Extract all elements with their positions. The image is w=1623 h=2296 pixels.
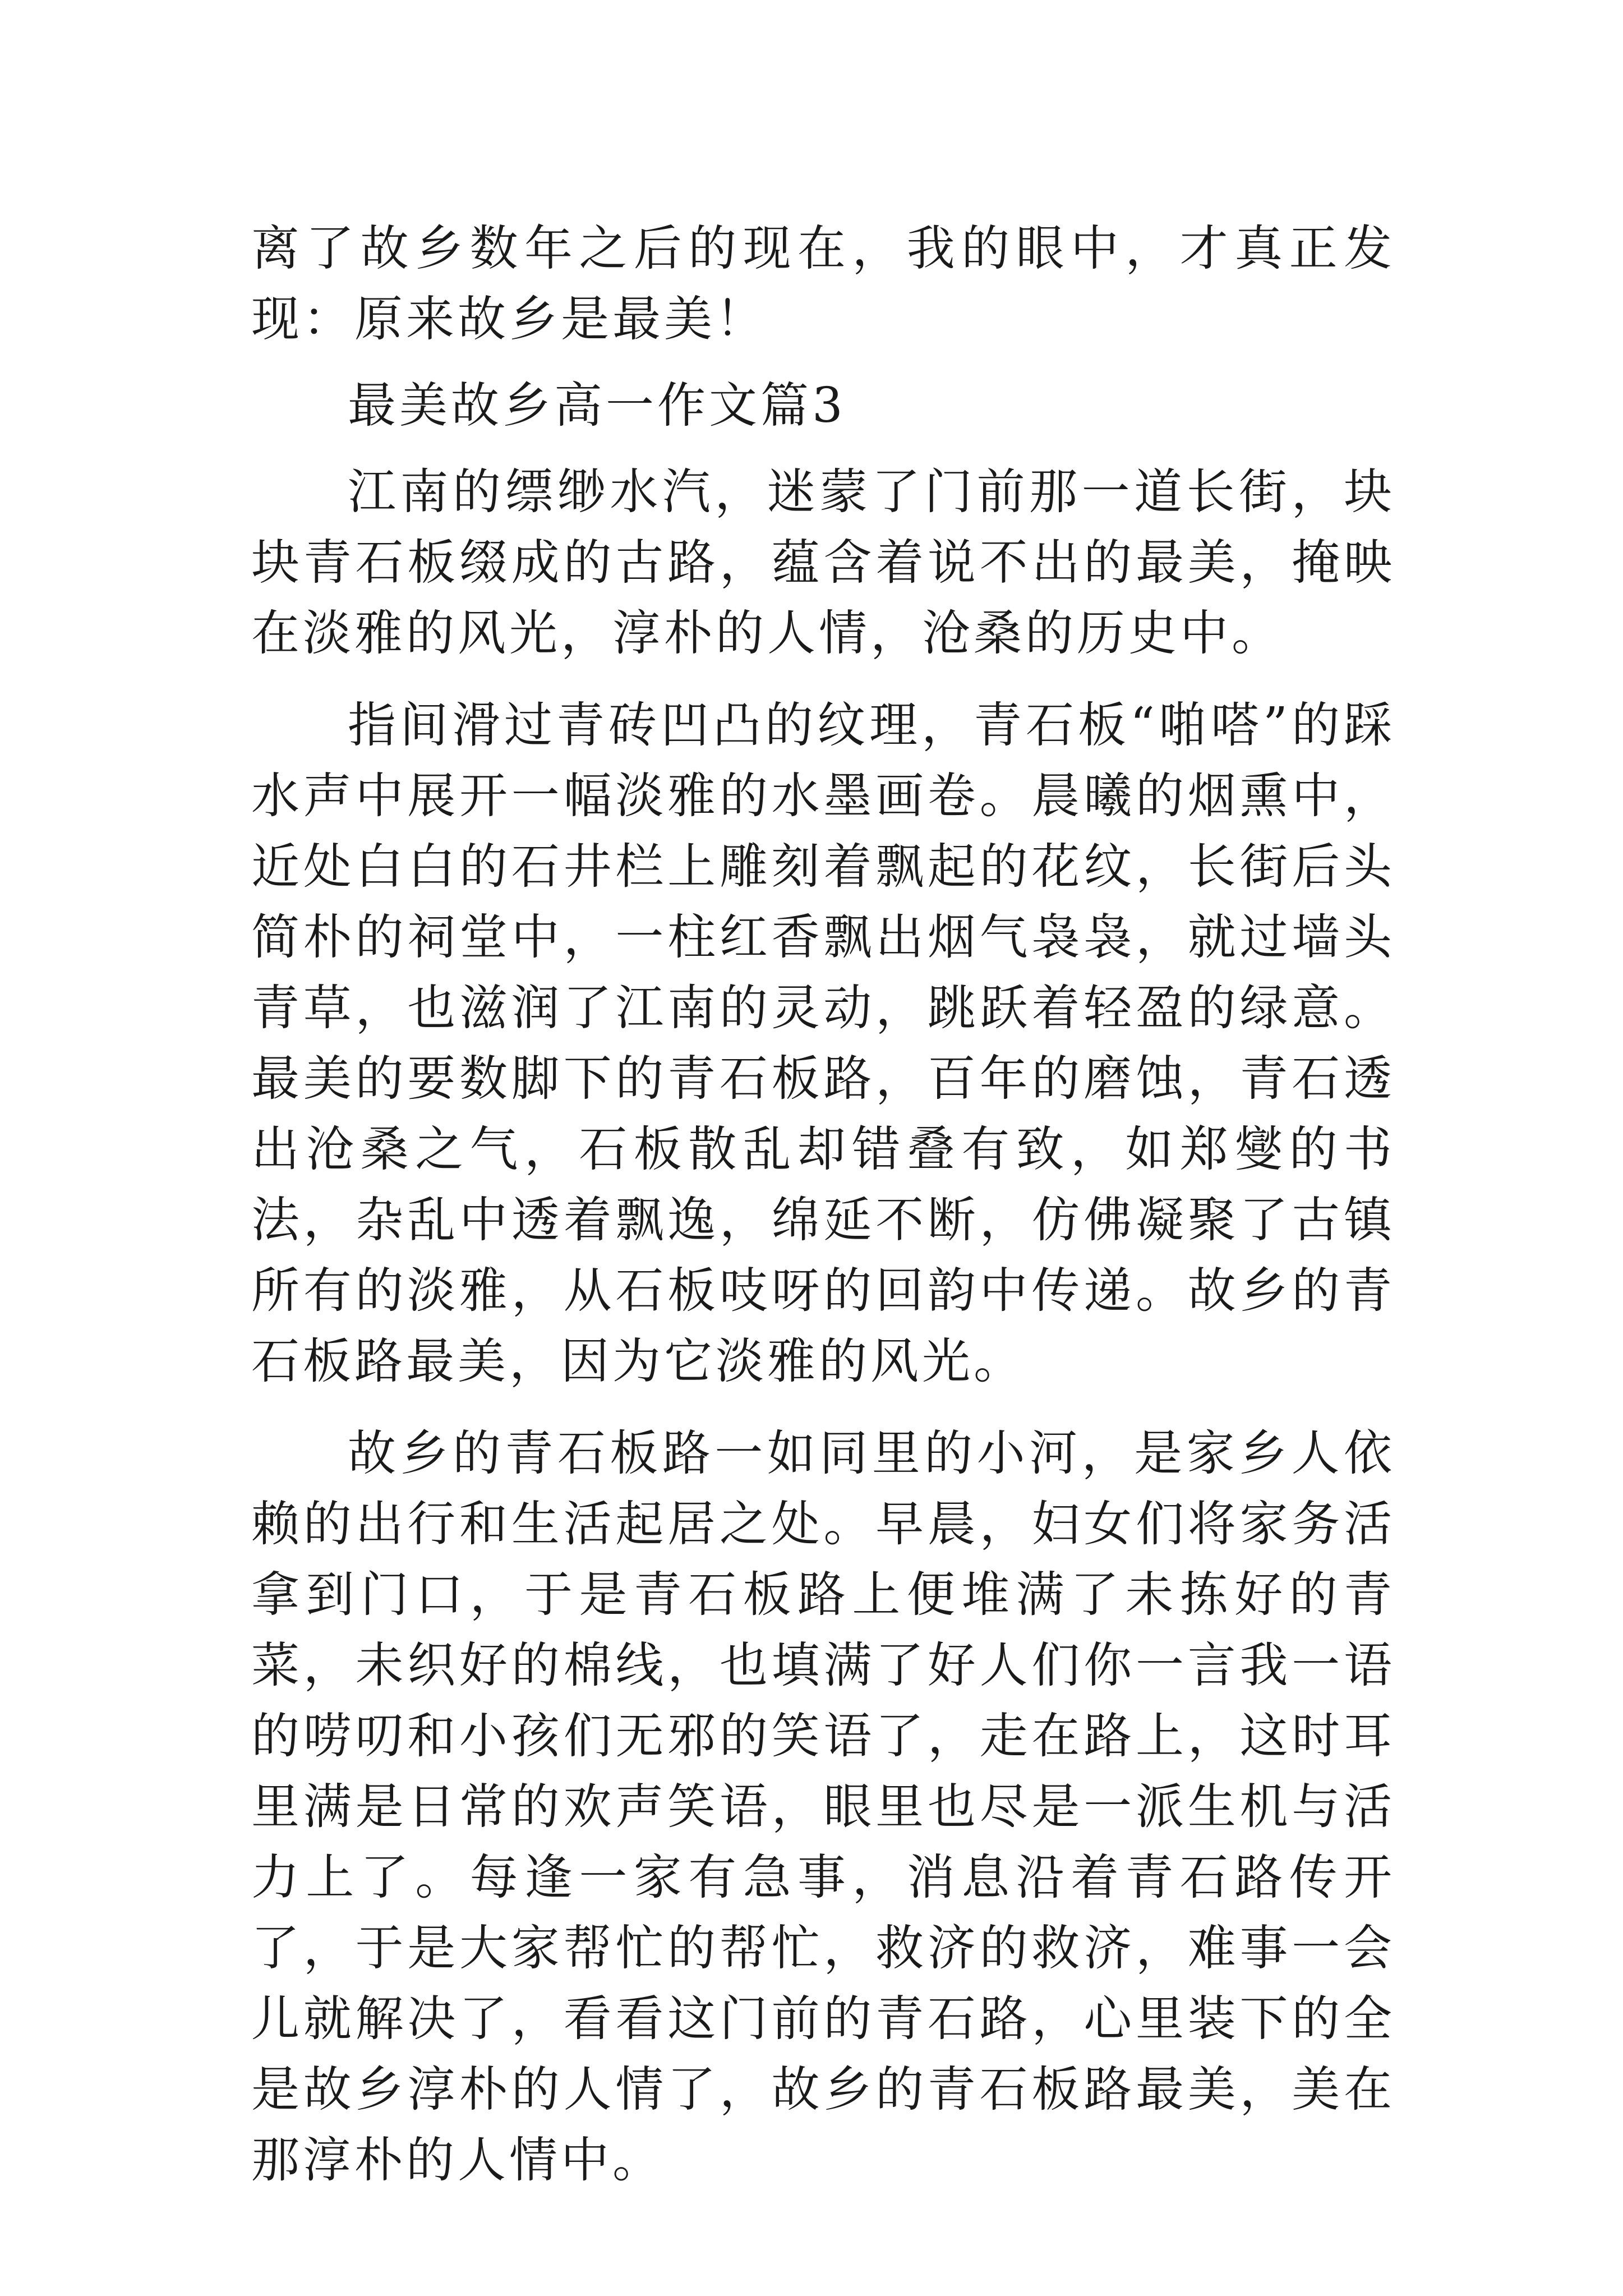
paragraph-people: 故乡的青石板路一如同里的小河，是家乡人依赖的出行和生活起居之处。早晨，妇女们将家务活拿到门口，于是青石板路上便堆满了未拣好的青菜，未织好的棉线，也填满了好人们你一言我一语的唠叨和小孩们无邪的笑语了，走在路上，这时耳里满是日常的欢声笑语，眼里也尽是一派生机与活力上了。每逢一家有急事，消息沿着青石路传开了，于是大家帮忙的帮忙，救济的救济，难事一会儿就解决了，看看这门前的青石路，心里装下的全是故乡淳朴的人情了，故乡的青石板路最美，美在那淳朴的人情中。 xyxy=(251,1425,1395,2188)
paragraph-continued: 离了故乡数年之后的现在，我的眼中，才真正发现：原来故乡是最美！ xyxy=(251,220,1395,347)
paragraph-intro: 江南的缥缈水汽，迷蒙了门前那一道长街，块块青石板缀成的古路，蕴含着说不出的最美，掩映在淡雅的风光，淳朴的人情，沧桑的历史中。 xyxy=(251,464,1395,661)
paragraph-scenery: 指间滑过青砖凹凸的纹理，青石板“啪嗒”的踩水声中展开一幅淡雅的水墨画卷。晨曦的烟熏中，近处白白的石井栏上雕刻着飘起的花纹，长街后头简朴的祠堂中，一柱红香飘出烟气袅袅，就过墙头青草，也滋润了江南的灵动，跳跃着轻盈的绿意。最美的要数脚下的青石板路，百年的磨蚀，青石透出沧桑之气，石板散乱却错叠有致，如郑燮的书法，杂乱中透着飘逸，绵延不断，仿佛凝聚了古镇所有的淡雅，从石板吱呀的回韵中传递。故乡的青石板路最美，因为它淡雅的风光。 xyxy=(251,697,1395,1389)
section-heading: 最美故乡高一作文篇3 xyxy=(348,378,846,434)
document-body xyxy=(251,213,1395,2196)
